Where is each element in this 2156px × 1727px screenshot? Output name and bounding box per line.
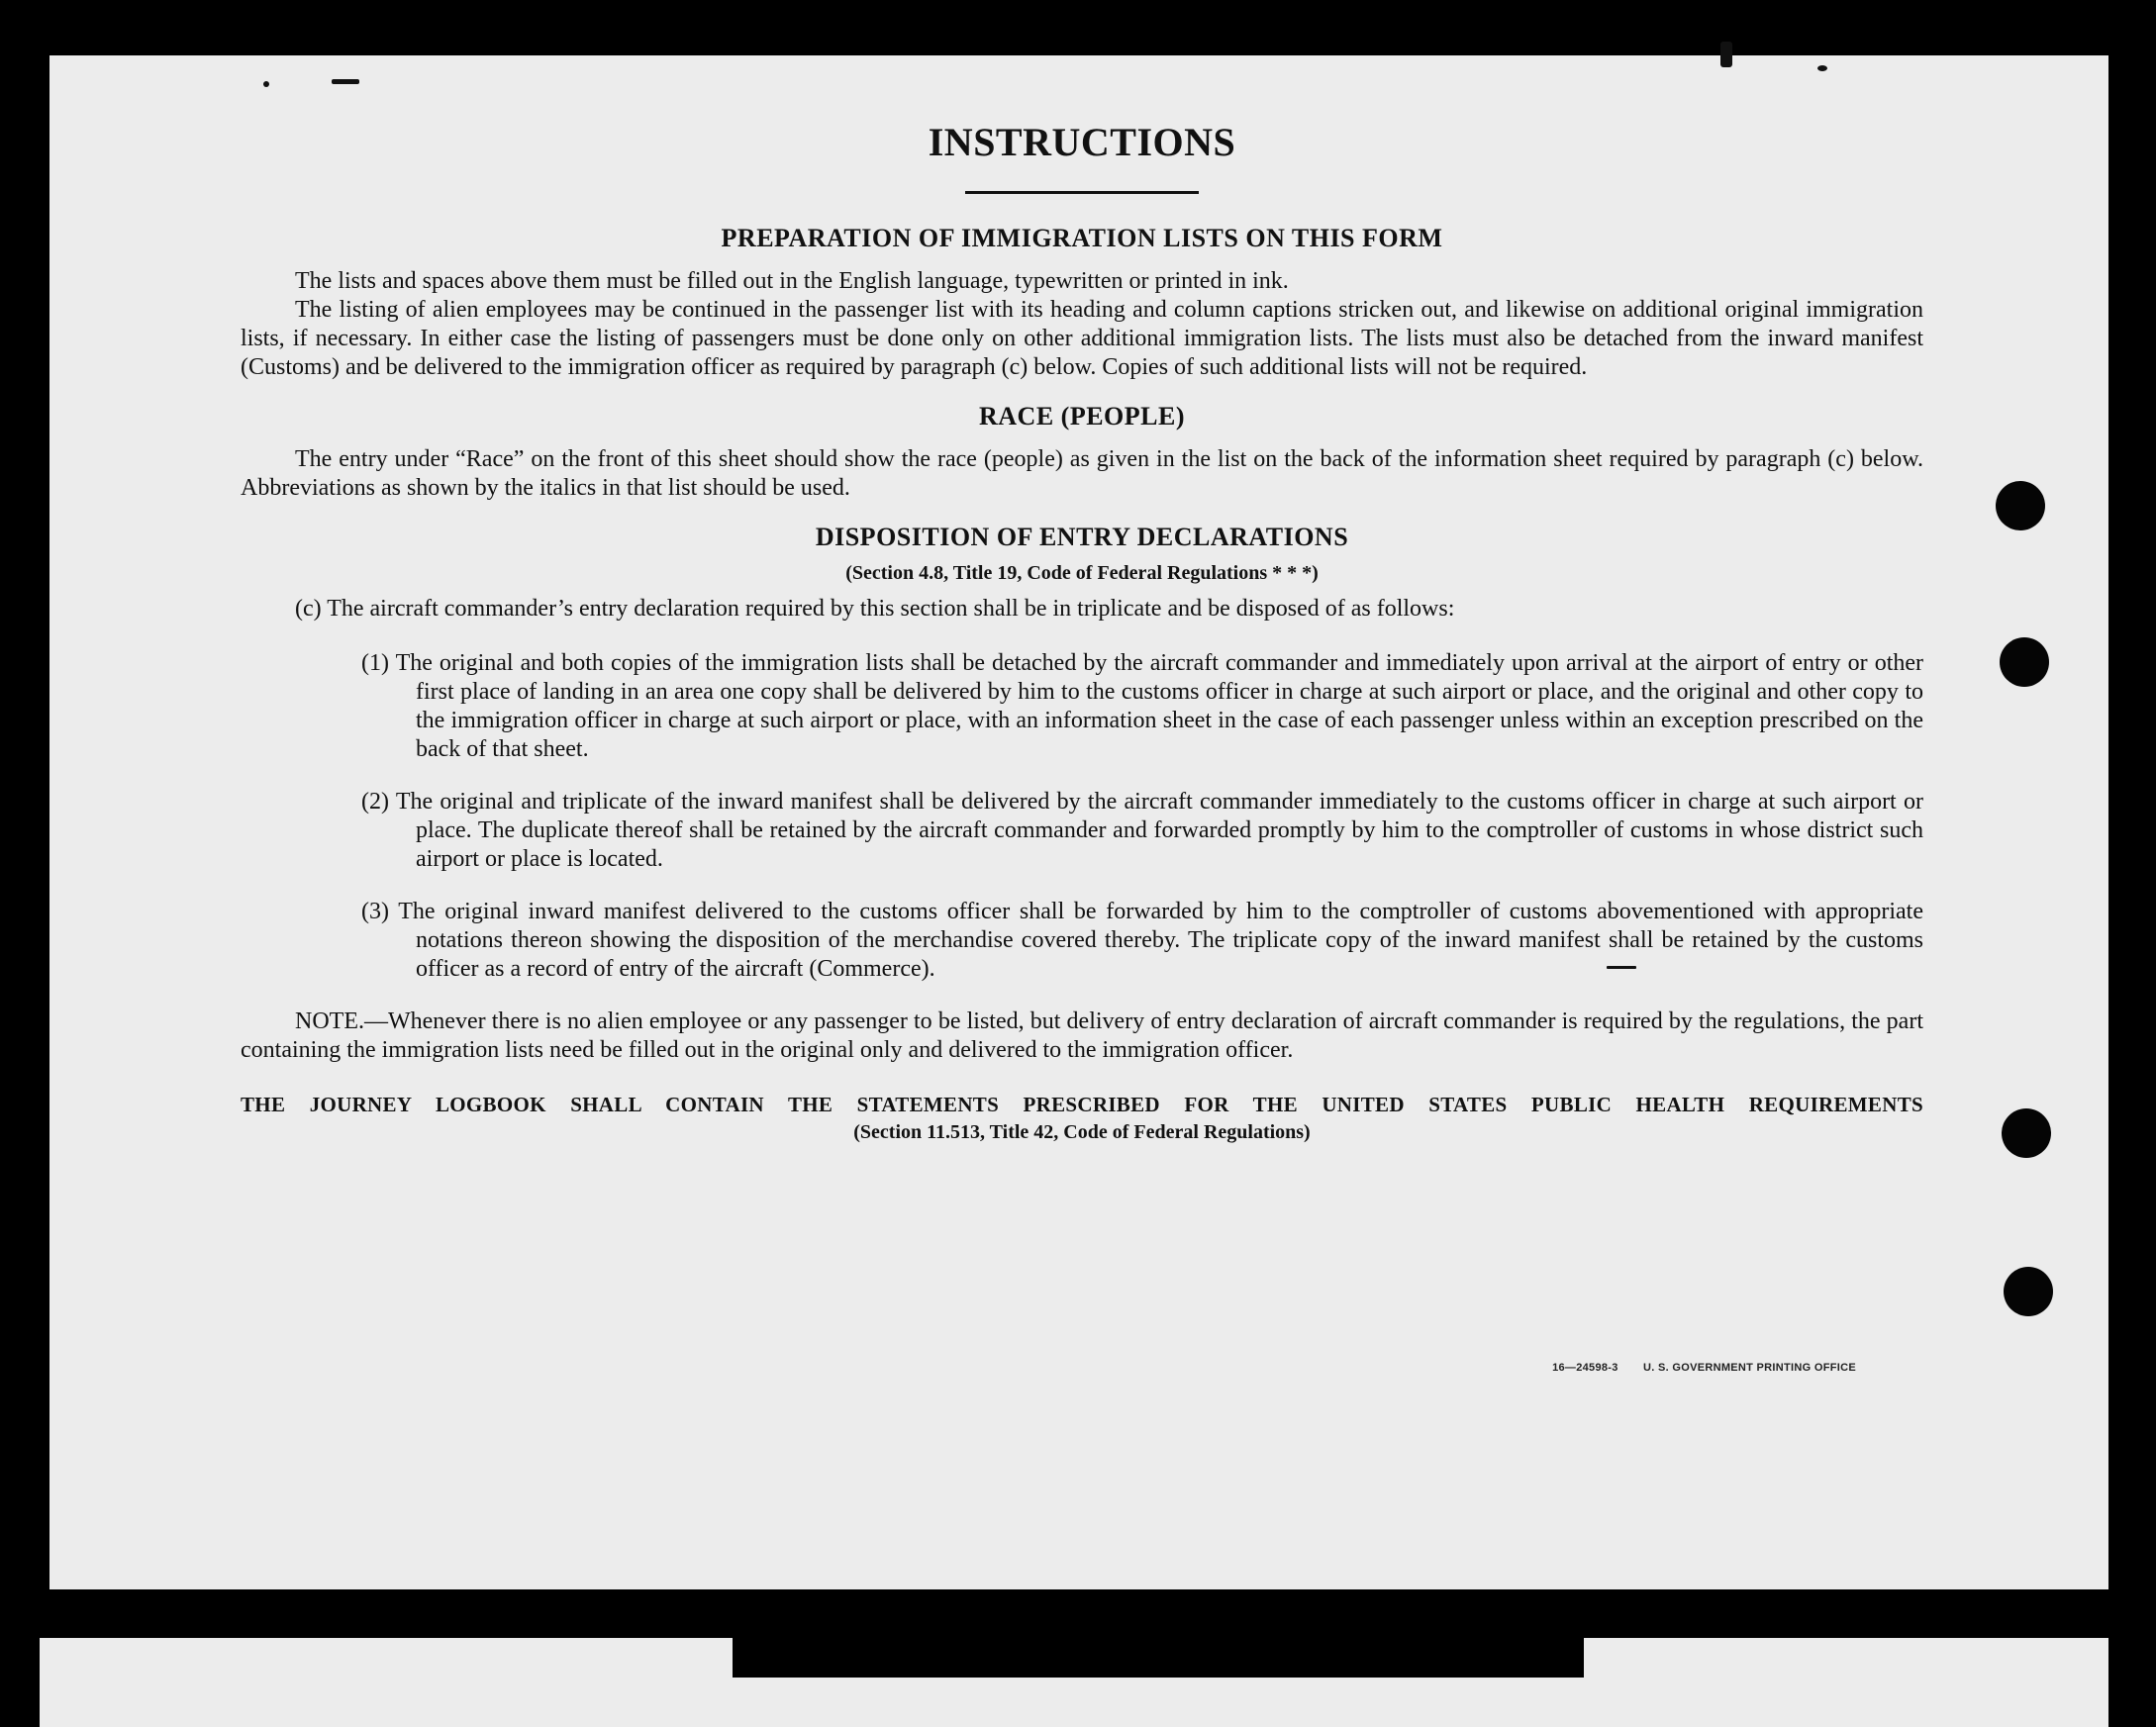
disposition-lead: (c) The aircraft commander’s entry declaration required by this section shall be in triplicate and be disposed of as follows: <box>295 596 1455 622</box>
disposition-heading: DISPOSITION OF ENTRY DECLARATIONS <box>815 523 1349 551</box>
note-paragraph: NOTE.—Whenever there is no alien employee or any passenger to be listed, but delivery of entry declaration of aircraft commander is required by the regulations, the part containing the immigration lists need be filled out in the original only and delivered to the immigration officer. <box>241 1008 1923 1063</box>
list-item: (3) The original inward manifest delivered to the customs officer shall be forwarded by him to the comptroller of customs abovementioned with appropriate notations thereon showing the disposition of the merchandise covered thereby. The triplicate copy of the inward manifest shall be retained by the customs officer as a record of entry of the aircraft (Commerce). <box>361 899 1923 982</box>
scan-speck <box>1817 65 1827 71</box>
race-heading: RACE (PEOPLE) <box>979 402 1185 431</box>
public-health-citation: (Section 11.513, Title 42, Code of Federal Regulations) <box>853 1121 1311 1143</box>
list-item: (2) The original and triplicate of the inward manifest shall be delivered by the aircraft commander immediately to the customs officer in charge at such airport or place. The duplicate thereof shall be retained by the aircraft commander and forwarded promptly by him to the comptroller of customs in whose district such airport or place is located. <box>361 789 1923 872</box>
form-number: 16—24598-3 <box>1552 1362 1618 1374</box>
punch-hole <box>2000 637 2049 687</box>
title-rule <box>965 191 1199 194</box>
preparation-heading: PREPARATION OF IMMIGRATION LISTS ON THIS FORM <box>721 224 1443 252</box>
punch-hole <box>1996 481 2045 530</box>
list-item: (1) The original and both copies of the immigration lists shall be detached by the aircraft commander and immediately upon arrival at the airport of entry or other first place of landing in an area one copy shall be delivered by him to the customs officer in charge at such airport or place, and the original and other copy to the immigration officer in charge at such airport or place, with an information sheet in the case of each passenger unless within an exception prescribed on the back of that sheet. <box>361 650 1923 762</box>
printer-imprint <box>1552 1362 1856 1374</box>
torn-edge <box>733 1638 1584 1678</box>
punch-hole <box>2002 1108 2051 1158</box>
scan-speck <box>332 79 359 84</box>
disposition-citation: (Section 4.8, Title 19, Code of Federal Regulations * * *) <box>845 562 1319 584</box>
scan-speck <box>263 81 269 87</box>
preparation-paragraph-2: The listing of alien employees may be continued in the passenger list with its heading and column captions stricken out, and likewise on additional original immigration lists, if necessary. In either case the listing of passengers must be done only on other additional immigration lists. The lists must also be detached from the inward manifest (Customs) and be delivered to the immigration officer as required by paragraph (c) below. Copies of such additional lists will not be required. <box>241 297 1923 380</box>
race-paragraph: The entry under “Race” on the front of this sheet should show the race (people) as given in the list on the back of the information sheet required by paragraph (c) below. Abbreviations as shown by the italics in that list should be used. <box>241 446 1923 501</box>
punch-hole <box>2004 1267 2053 1316</box>
printing-office: U. S. GOVERNMENT PRINTING OFFICE <box>1643 1362 1856 1374</box>
scan-speck <box>1720 42 1732 67</box>
instructions-body <box>241 119 1923 1144</box>
page-title: INSTRUCTIONS <box>928 120 1236 164</box>
public-health-notice: THE JOURNEY LOGBOOK SHALL CONTAIN THE STATEMENTS PRESCRIBED FOR THE UNITED STATES PUBLIC HEALTH REQUIREMENTS <box>241 1093 1923 1116</box>
preparation-paragraph-1: The lists and spaces above them must be filled out in the English language, typewritten or printed in ink. <box>295 268 1289 294</box>
